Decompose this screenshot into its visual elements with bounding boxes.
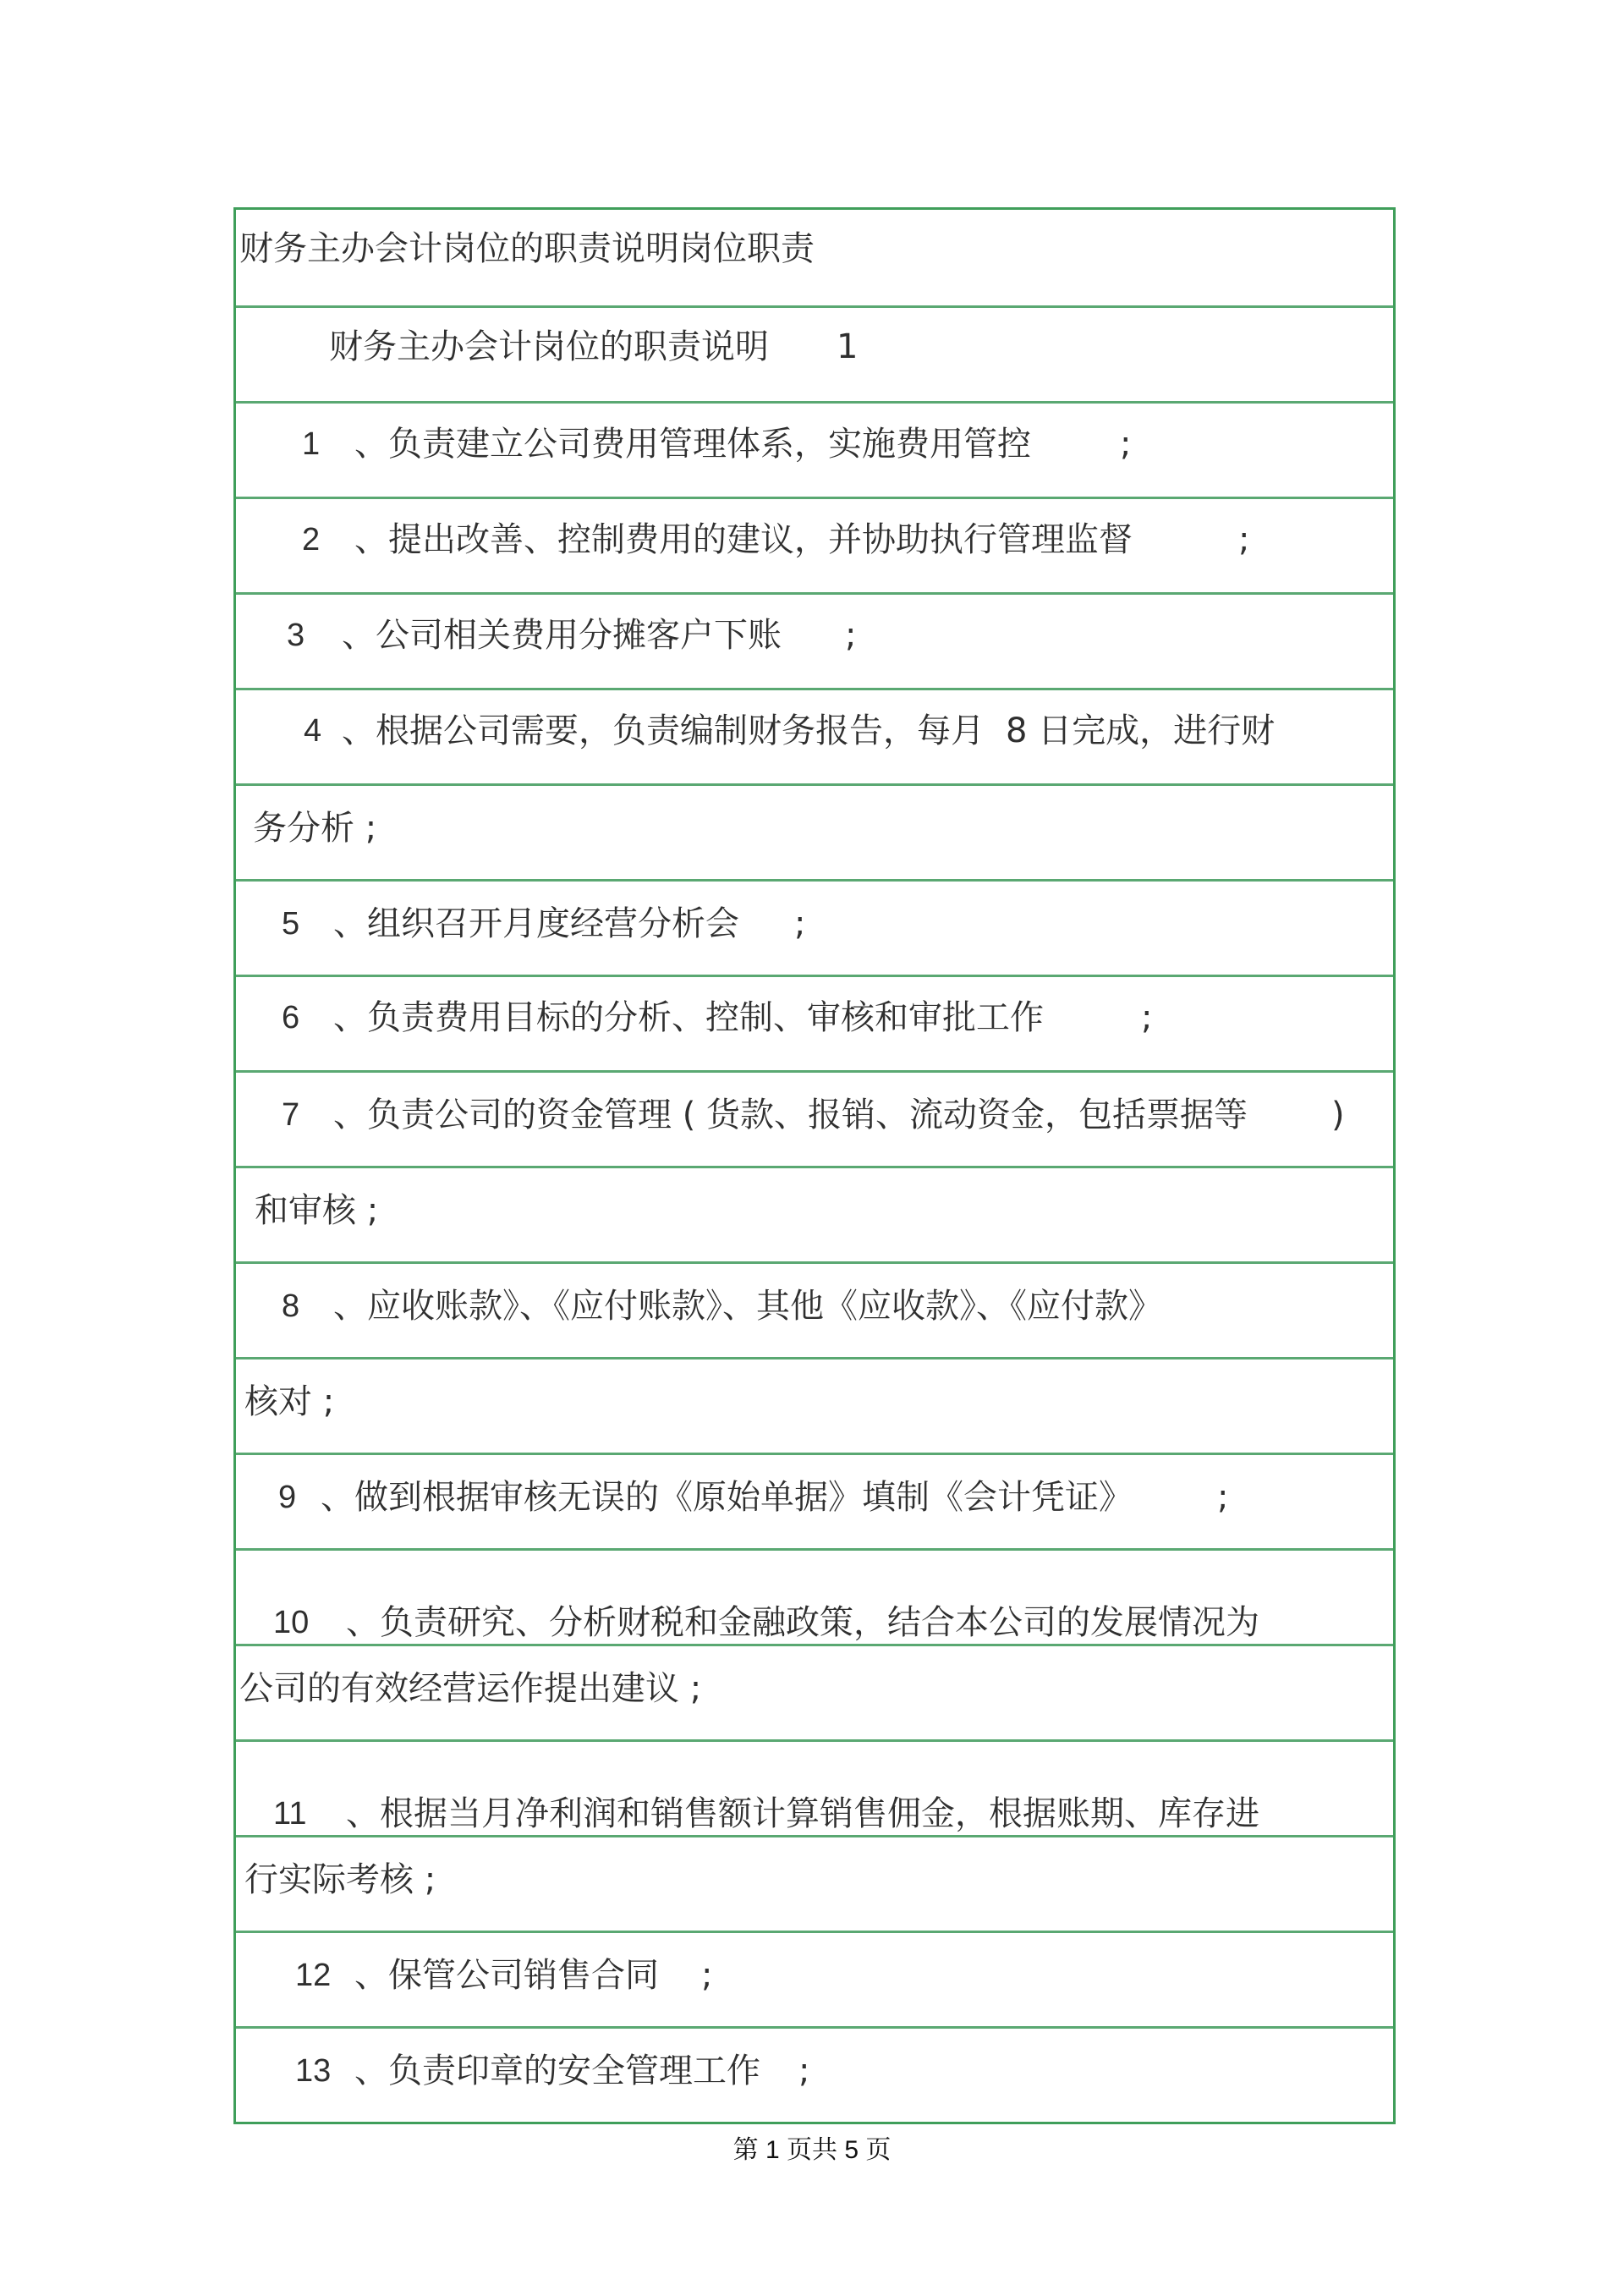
item-text: 、做到根据审核无误的《原始单据》填制《会计凭证》 bbox=[321, 1478, 1133, 1517]
item-number: 8 bbox=[282, 1288, 300, 1324]
item-tail: ; bbox=[1141, 998, 1153, 1037]
item-number: 6 bbox=[282, 1000, 300, 1035]
table-row bbox=[236, 1739, 1393, 1835]
table-row bbox=[236, 1261, 1393, 1357]
item-text: 、应收账款》、《应付账款》、其他《应收款》、《应付款》 bbox=[333, 1287, 1162, 1326]
table-row bbox=[236, 1070, 1393, 1166]
item-text: 务分析 ; bbox=[253, 809, 377, 848]
item-text: 、保管公司销售合同 bbox=[354, 1956, 659, 1995]
item-tail: ; bbox=[798, 2052, 810, 2090]
table-row bbox=[236, 2026, 1393, 2122]
item-text: 和审核 ; bbox=[255, 1191, 379, 1230]
item-tail: 8 日完成，进行财 bbox=[1006, 711, 1276, 750]
item-text: 公司的有效经营运作提出建议 ; bbox=[239, 1669, 702, 1708]
item-tail: ; bbox=[1217, 1478, 1229, 1517]
table-row bbox=[236, 305, 1393, 401]
item-tail: ; bbox=[794, 904, 806, 943]
table-row bbox=[236, 879, 1393, 975]
duty-table bbox=[233, 207, 1396, 2124]
item-text: 行实际考核 ; bbox=[244, 1860, 436, 1899]
item-text: 核对 ; bbox=[244, 1382, 335, 1421]
table-row bbox=[236, 783, 1393, 879]
table-row bbox=[236, 592, 1393, 688]
item-text: 、负责印章的安全管理工作 bbox=[354, 2052, 760, 2090]
item-number: 1 bbox=[302, 426, 321, 462]
item-text: 、根据公司需要，负责编制财务报告，每月 bbox=[342, 711, 985, 750]
item-text: 、负责公司的资金管理 ( 货款、报销、流动资金，包括票据等 bbox=[333, 1096, 1248, 1134]
table-row bbox=[236, 1453, 1393, 1548]
item-tail: ) bbox=[1331, 1096, 1345, 1134]
item-number: 4 bbox=[304, 713, 322, 749]
item-number: 5 bbox=[282, 906, 300, 942]
table-row bbox=[236, 1548, 1393, 1644]
table-row bbox=[236, 210, 1393, 305]
item-text: 、根据当月净利润和销售额计算销售佣金，根据账期、库存进 bbox=[346, 1794, 1259, 1833]
item-text: 、负责费用目标的分析、控制、审核和审批工作 bbox=[333, 998, 1044, 1037]
page-footer: 第 1 页共 5 页 bbox=[732, 2136, 892, 2164]
table-row bbox=[236, 1357, 1393, 1453]
item-text: 、提出改善、控制费用的建议，并协助执行管理监督 bbox=[354, 520, 1133, 559]
item-tail: ; bbox=[845, 616, 857, 655]
table-row bbox=[236, 688, 1393, 783]
item-text: 财务主办会计岗位的职责说明 bbox=[329, 327, 769, 366]
item-number: 10 bbox=[273, 1605, 310, 1640]
table-row bbox=[236, 1835, 1393, 1931]
item-number: 3 bbox=[287, 618, 305, 653]
item-text: 、公司相关费用分摊客户下账 bbox=[342, 616, 782, 655]
item-text: 财务主办会计岗位的职责说明岗位职责 bbox=[239, 229, 815, 268]
item-text: 、组织召开月度经营分析会 bbox=[333, 904, 739, 943]
item-text: 、负责研究、分析财税和金融政策，结合本公司的发展情况为 bbox=[346, 1603, 1259, 1642]
item-tail: 1 bbox=[837, 327, 859, 366]
item-text: 、负责建立公司费用管理体系，实施费用管控 bbox=[354, 425, 1031, 464]
table-row bbox=[236, 1644, 1393, 1739]
table-row bbox=[236, 1931, 1393, 2026]
item-tail: ; bbox=[1238, 520, 1250, 559]
table-row bbox=[236, 497, 1393, 592]
item-number: 12 bbox=[295, 1958, 332, 1993]
table-row bbox=[236, 1166, 1393, 1261]
table-row bbox=[236, 401, 1393, 497]
item-tail: ; bbox=[701, 1956, 713, 1995]
item-number: 2 bbox=[302, 522, 321, 558]
table-row bbox=[236, 975, 1393, 1070]
item-number: 7 bbox=[282, 1097, 300, 1133]
item-number: 13 bbox=[295, 2053, 332, 2089]
item-tail: ; bbox=[1120, 425, 1132, 464]
item-number: 11 bbox=[273, 1796, 307, 1832]
item-number: 9 bbox=[278, 1480, 297, 1515]
